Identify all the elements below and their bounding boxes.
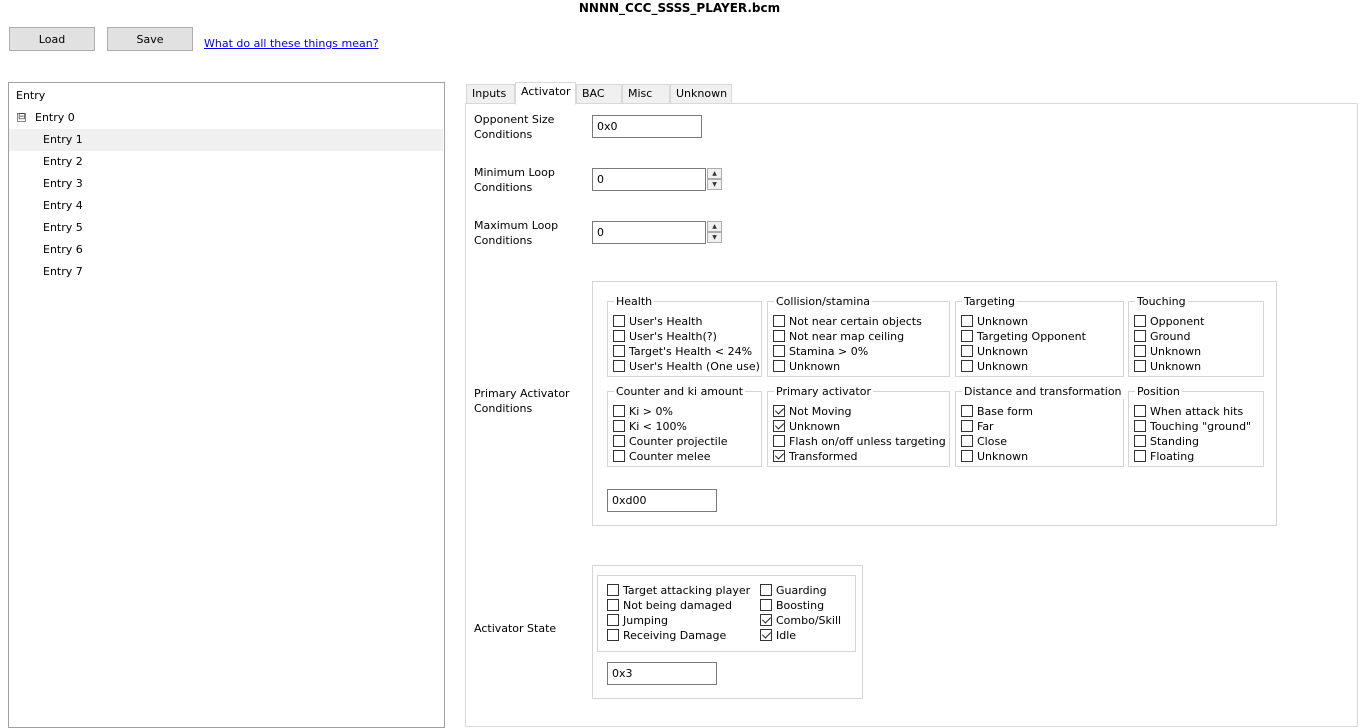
checkbox-box	[961, 405, 973, 417]
primary-activator-value-input[interactable]: 0xd00	[607, 489, 717, 512]
checkbox-box	[1134, 345, 1146, 357]
checkbox-close[interactable]: Close	[961, 434, 1007, 449]
min-loop-label: Minimum Loop Conditions	[474, 166, 555, 194]
checkbox-flash[interactable]: Flash on/off unless targeting	[773, 434, 946, 449]
primary-activator-frame	[592, 281, 1277, 526]
checkbox-box	[1134, 315, 1146, 327]
checkbox-floating[interactable]: Floating	[1134, 449, 1194, 464]
group-title: Counter and ki amount	[616, 385, 744, 398]
checkbox-receiving-damage[interactable]: Receiving Damage	[607, 628, 726, 643]
group-position	[1128, 385, 1264, 467]
save-button[interactable]: Save	[107, 27, 193, 51]
checkbox-box	[613, 360, 625, 372]
max-loop-label: Maximum Loop Conditions	[474, 219, 559, 247]
checkbox-touching-ground[interactable]: Ground	[1134, 329, 1190, 344]
group-touching	[1128, 295, 1264, 377]
checkbox-guarding[interactable]: Guarding	[760, 583, 827, 598]
entry-tree[interactable]	[8, 82, 445, 728]
checkbox-box	[607, 599, 619, 611]
checkbox-box	[773, 435, 785, 447]
primary-activator-label: Primary Activator Conditions	[474, 387, 570, 415]
checkbox-not-near-ceiling[interactable]: Not near map ceiling	[773, 329, 904, 344]
activator-panel	[465, 103, 1358, 727]
checkbox-users-health-one-use[interactable]: User's Health (One use)	[613, 359, 760, 374]
tree-item-label: Entry 3	[43, 177, 83, 190]
checkbox-not-being-damaged[interactable]: Not being damaged	[607, 598, 732, 613]
checkbox-ki-above-0[interactable]: Ki > 0%	[613, 404, 673, 419]
checkbox-not-moving[interactable]: Not Moving	[773, 404, 852, 419]
tree-item-entry-5[interactable]	[9, 217, 443, 239]
checkbox-box	[613, 405, 625, 417]
tree-item-entry-3[interactable]	[9, 173, 443, 195]
checkbox-checked	[760, 614, 772, 626]
checkbox-targeting-unknown-1[interactable]: Unknown	[961, 314, 1028, 329]
collapse-icon[interactable]: ⊟	[18, 112, 26, 122]
tree-item-label: Entry 0	[35, 111, 75, 124]
checkbox-box	[613, 420, 625, 432]
checkbox-checked	[773, 420, 785, 432]
spin-down-icon[interactable]: ▼	[707, 232, 722, 243]
checkbox-box	[961, 330, 973, 342]
spin-up-icon[interactable]: ▲	[707, 221, 722, 232]
checkbox-not-near-objects[interactable]: Not near certain objects	[773, 314, 922, 329]
checkbox-target-attacking[interactable]: Target attacking player	[607, 583, 750, 598]
checkbox-box	[773, 315, 785, 327]
tree-item-entry-0[interactable]	[9, 107, 443, 129]
group-title: Targeting	[964, 295, 1016, 308]
checkbox-box	[760, 584, 772, 596]
checkbox-users-health[interactable]: User's Health	[613, 314, 702, 329]
tab-activator[interactable]: Activator	[515, 82, 576, 105]
checkbox-standing[interactable]: Standing	[1134, 434, 1199, 449]
group-counter-ki	[607, 385, 762, 467]
checkbox-boosting[interactable]: Boosting	[760, 598, 824, 613]
tree-item-label: Entry 2	[43, 155, 83, 168]
checkbox-box	[607, 629, 619, 641]
checkbox-combo-skill[interactable]: Combo/Skill	[760, 613, 841, 628]
checkbox-checked	[773, 405, 785, 417]
checkbox-box	[1134, 420, 1146, 432]
checkbox-ki-below-100[interactable]: Ki < 100%	[613, 419, 687, 434]
checkbox-box	[613, 315, 625, 327]
checkbox-box	[961, 315, 973, 327]
checkbox-distance-unknown[interactable]: Unknown	[961, 449, 1028, 464]
checkbox-counter-melee[interactable]: Counter melee	[613, 449, 711, 464]
checkbox-touching-unknown-2[interactable]: Unknown	[1134, 359, 1201, 374]
checkbox-box	[613, 435, 625, 447]
group-title: Health	[616, 295, 653, 308]
max-loop-input[interactable]: 0	[592, 221, 706, 244]
checkbox-box	[961, 420, 973, 432]
load-button[interactable]: Load	[9, 27, 95, 51]
checkbox-target-health[interactable]: Target's Health < 24%	[613, 344, 752, 359]
checkbox-idle[interactable]: Idle	[760, 628, 796, 643]
help-link[interactable]: What do all these things mean?	[204, 37, 379, 50]
checkbox-box	[961, 435, 973, 447]
group-targeting	[955, 295, 1124, 377]
checkbox-box	[613, 450, 625, 462]
group-collision-stamina	[767, 295, 950, 377]
tab-unknown[interactable]: Unknown	[670, 84, 732, 104]
checkbox-checked	[760, 629, 772, 641]
checkbox-targeting-unknown-2[interactable]: Unknown	[961, 344, 1028, 359]
tree-item-label: Entry 5	[43, 221, 83, 234]
activator-state-frame	[592, 565, 863, 699]
opponent-size-input[interactable]: 0x0	[592, 115, 702, 138]
min-loop-spinner[interactable]	[707, 168, 723, 191]
spin-up-icon[interactable]: ▲	[707, 168, 722, 179]
checkbox-box	[961, 450, 973, 462]
tree-item-label: Entry 4	[43, 199, 83, 212]
group-title: Collision/stamina	[776, 295, 871, 308]
spin-down-icon[interactable]: ▼	[707, 179, 722, 190]
checkbox-collision-unknown[interactable]: Unknown	[773, 359, 840, 374]
tree-item-entry-7[interactable]	[9, 261, 443, 283]
checkbox-box	[773, 360, 785, 372]
tree-item-entry-4[interactable]	[9, 195, 443, 217]
checkbox-touching-ground-pos[interactable]: Touching "ground"	[1134, 419, 1251, 434]
checkbox-box	[613, 330, 625, 342]
opponent-size-label: Opponent Size Conditions	[474, 113, 555, 141]
tree-item-label: Entry 6	[43, 243, 83, 256]
activator-state-group	[597, 575, 856, 652]
group-primary-activator	[767, 385, 950, 467]
tab-bac[interactable]: BAC	[576, 84, 622, 104]
checkbox-stamina[interactable]: Stamina > 0%	[773, 344, 868, 359]
checkbox-box	[773, 330, 785, 342]
tree-item-entry-6[interactable]	[9, 239, 443, 261]
checkbox-box	[607, 584, 619, 596]
tree-item-entry-2[interactable]	[9, 151, 443, 173]
checkbox-when-attack-hits[interactable]: When attack hits	[1134, 404, 1243, 419]
group-title: Distance and transformation	[964, 385, 1122, 398]
checkbox-primary-unknown[interactable]: Unknown	[773, 419, 840, 434]
checkbox-targeting-unknown-3[interactable]: Unknown	[961, 359, 1028, 374]
checkbox-box	[607, 614, 619, 626]
group-title: Primary activator	[776, 385, 871, 398]
max-loop-spinner[interactable]	[707, 221, 723, 244]
group-distance-transformation	[955, 385, 1124, 467]
window-title: NNNN_CCC_SSSS_PLAYER.bcm	[578, 1, 781, 15]
checkbox-transformed[interactable]: Transformed	[773, 449, 857, 464]
checkbox-box	[760, 599, 772, 611]
checkbox-base-form[interactable]: Base form	[961, 404, 1033, 419]
checkbox-checked	[773, 450, 785, 462]
group-title: Touching	[1137, 295, 1186, 308]
checkbox-box	[773, 345, 785, 357]
group-title: Position	[1137, 385, 1180, 398]
checkbox-jumping[interactable]: Jumping	[607, 613, 668, 628]
activator-state-label: Activator State	[474, 622, 557, 635]
tab-inputs[interactable]: Inputs	[466, 84, 515, 104]
checkbox-targeting-opponent[interactable]: Targeting Opponent	[961, 329, 1086, 344]
tree-item-label: Entry 1	[43, 133, 83, 146]
checkbox-users-health-q[interactable]: User's Health(?)	[613, 329, 717, 344]
checkbox-touching-opponent[interactable]: Opponent	[1134, 314, 1204, 329]
checkbox-box	[1134, 360, 1146, 372]
group-health	[607, 295, 762, 377]
checkbox-box	[1134, 330, 1146, 342]
checkbox-box	[613, 345, 625, 357]
checkbox-counter-projectile[interactable]: Counter projectile	[613, 434, 728, 449]
checkbox-box	[1134, 405, 1146, 417]
checkbox-box	[961, 360, 973, 372]
checkbox-touching-unknown-1[interactable]: Unknown	[1134, 344, 1201, 359]
checkbox-box	[961, 345, 973, 357]
checkbox-box	[1134, 435, 1146, 447]
tree-header: Entry	[16, 89, 46, 102]
checkbox-box	[1134, 450, 1146, 462]
tree-item-entry-1[interactable]	[9, 129, 443, 151]
min-loop-input[interactable]: 0	[592, 168, 706, 191]
activator-state-value-input[interactable]: 0x3	[607, 662, 717, 685]
tab-misc[interactable]: Misc	[622, 84, 670, 104]
tree-item-label: Entry 7	[43, 265, 83, 278]
checkbox-far[interactable]: Far	[961, 419, 994, 434]
